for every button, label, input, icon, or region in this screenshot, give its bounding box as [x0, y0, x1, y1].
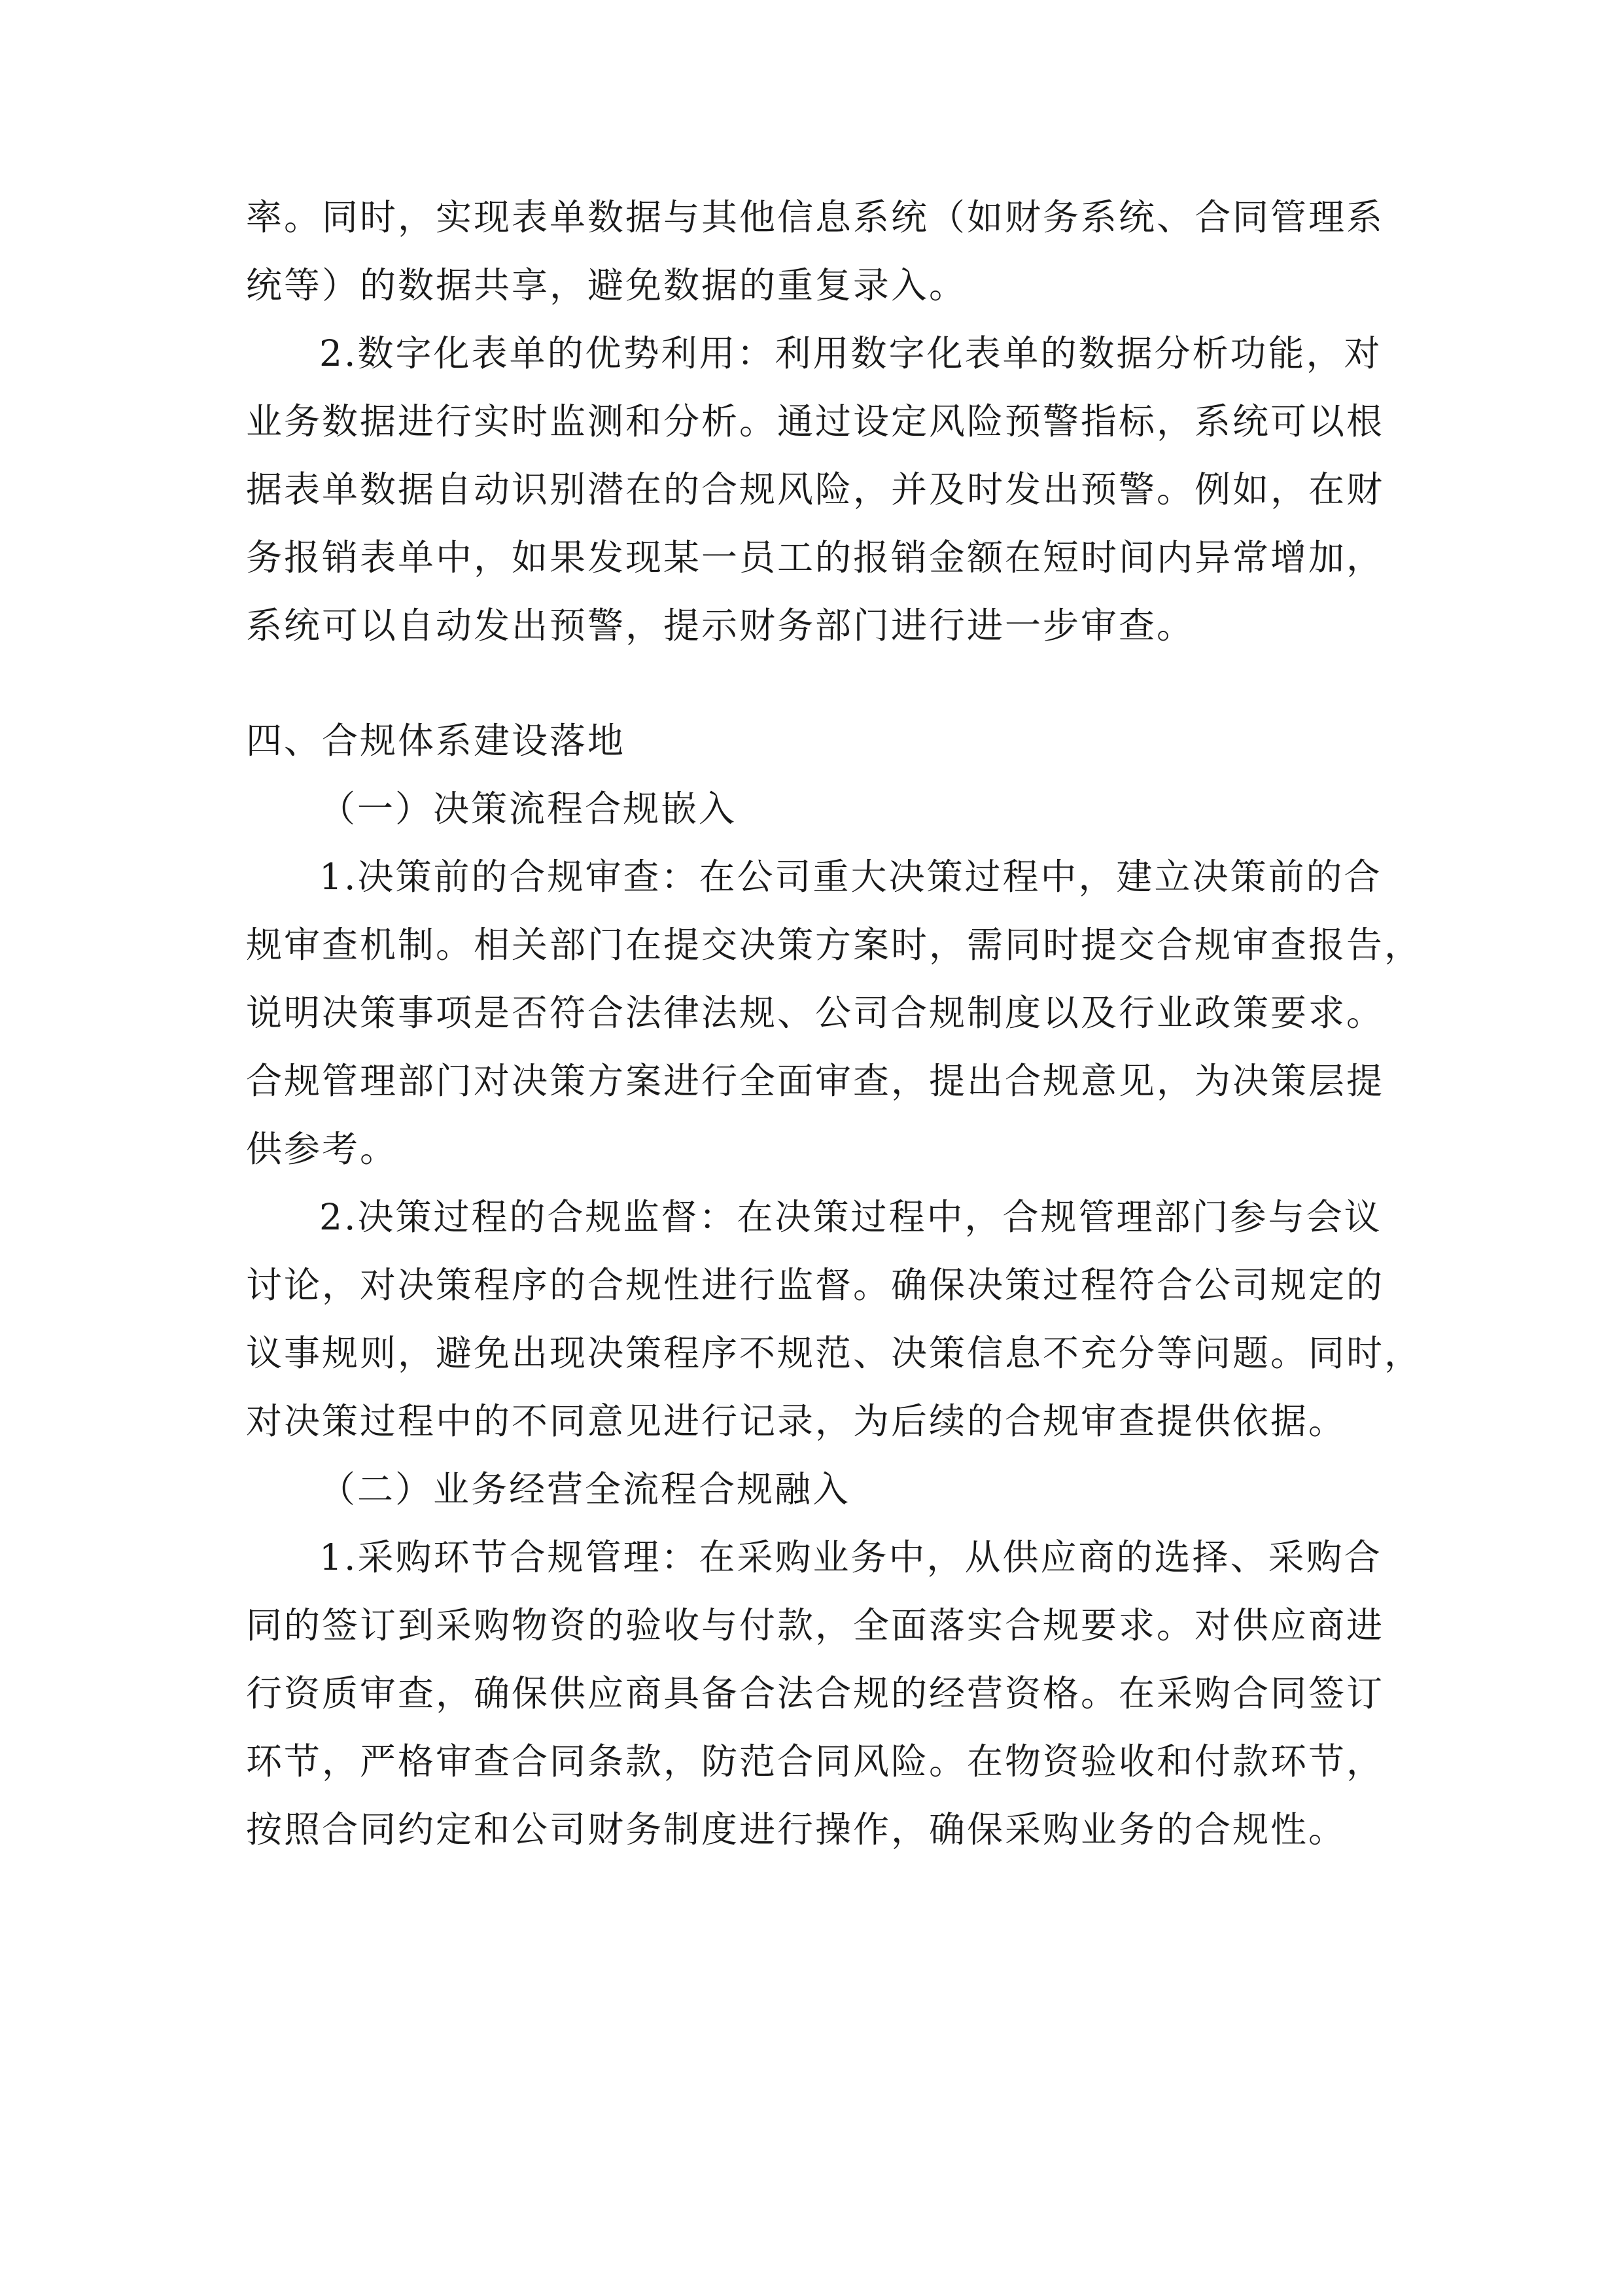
text-line: 环节，严格审查合同条款，防范合同风险。在物资验收和付款环节，	[246, 1740, 1385, 1782]
subsection-heading-decision: （一）决策流程合规嵌入	[319, 788, 737, 830]
text-line: 据表单数据自动识别潜在的合规风险，并及时发出预警。例如，在财	[246, 468, 1385, 510]
text-line: 说明决策事项是否符合法律法规、公司合规制度以及行业政策要求。	[246, 992, 1385, 1034]
text-line: 议事规则，避免出现决策程序不规范、决策信息不充分等问题。同时，	[246, 1332, 1423, 1374]
text-line: 合规管理部门对决策方案进行全面审查，提出合规意见，为决策层提	[246, 1060, 1385, 1102]
paragraph-procurement-compliance	[246, 1523, 1385, 1863]
text-line: 行资质审查，确保供应商具备合法合规的经营资格。在采购合同签订	[246, 1672, 1385, 1714]
text-line: 规审查机制。相关部门在提交决策方案时，需同时提交合规审查报告，	[246, 924, 1423, 966]
section-spacer	[246, 660, 1378, 707]
text-line: 1.决策前的合规审查：在公司重大决策过程中，建立决策前的合	[319, 856, 1382, 898]
text-line: 同的签订到采购物资的验收与付款，全面落实合规要求。对供应商进	[246, 1604, 1385, 1646]
text-line: 按照合同约定和公司财务制度进行操作，确保采购业务的合规性。	[246, 1809, 1347, 1850]
subsection-heading-business: （二）业务经营全流程合规融入	[319, 1468, 851, 1510]
text-line: 对决策过程中的不同意见进行记录，为后续的合规审查提供依据。	[246, 1400, 1347, 1442]
paragraph-decision-process-supervision	[246, 1183, 1423, 1455]
paragraph-pre-decision-review	[246, 843, 1423, 1183]
paragraph-digital-form-advantage	[246, 319, 1385, 660]
paragraph-continuation	[246, 183, 1385, 319]
text-line: 率。同时，实现表单数据与其他信息系统（如财务系统、合同管理系	[246, 196, 1385, 238]
text-line: 业务数据进行实时监测和分析。通过设定风险预警指标，系统可以根	[246, 400, 1385, 442]
text-line: 2.数字化表单的优势利用：利用数字化表单的数据分析功能，对	[319, 332, 1382, 374]
text-line: 统等）的数据共享，避免数据的重复录入。	[246, 264, 968, 306]
text-line: 讨论，对决策程序的合规性进行监督。确保决策过程符合公司规定的	[246, 1264, 1385, 1306]
document-body	[246, 183, 1423, 1863]
text-line: 1.采购环节合规管理：在采购业务中，从供应商的选择、采购合	[319, 1536, 1382, 1578]
section-heading: 四、合规体系建设落地	[246, 720, 626, 762]
text-line: 系统可以自动发出预警，提示财务部门进行进一步审查。	[246, 605, 1195, 646]
text-line: 务报销表单中，如果发现某一员工的报销金额在短时间内异常增加，	[246, 537, 1385, 578]
text-line: 供参考。	[246, 1128, 398, 1170]
text-line: 2.决策过程的合规监督：在决策过程中，合规管理部门参与会议	[319, 1196, 1382, 1238]
